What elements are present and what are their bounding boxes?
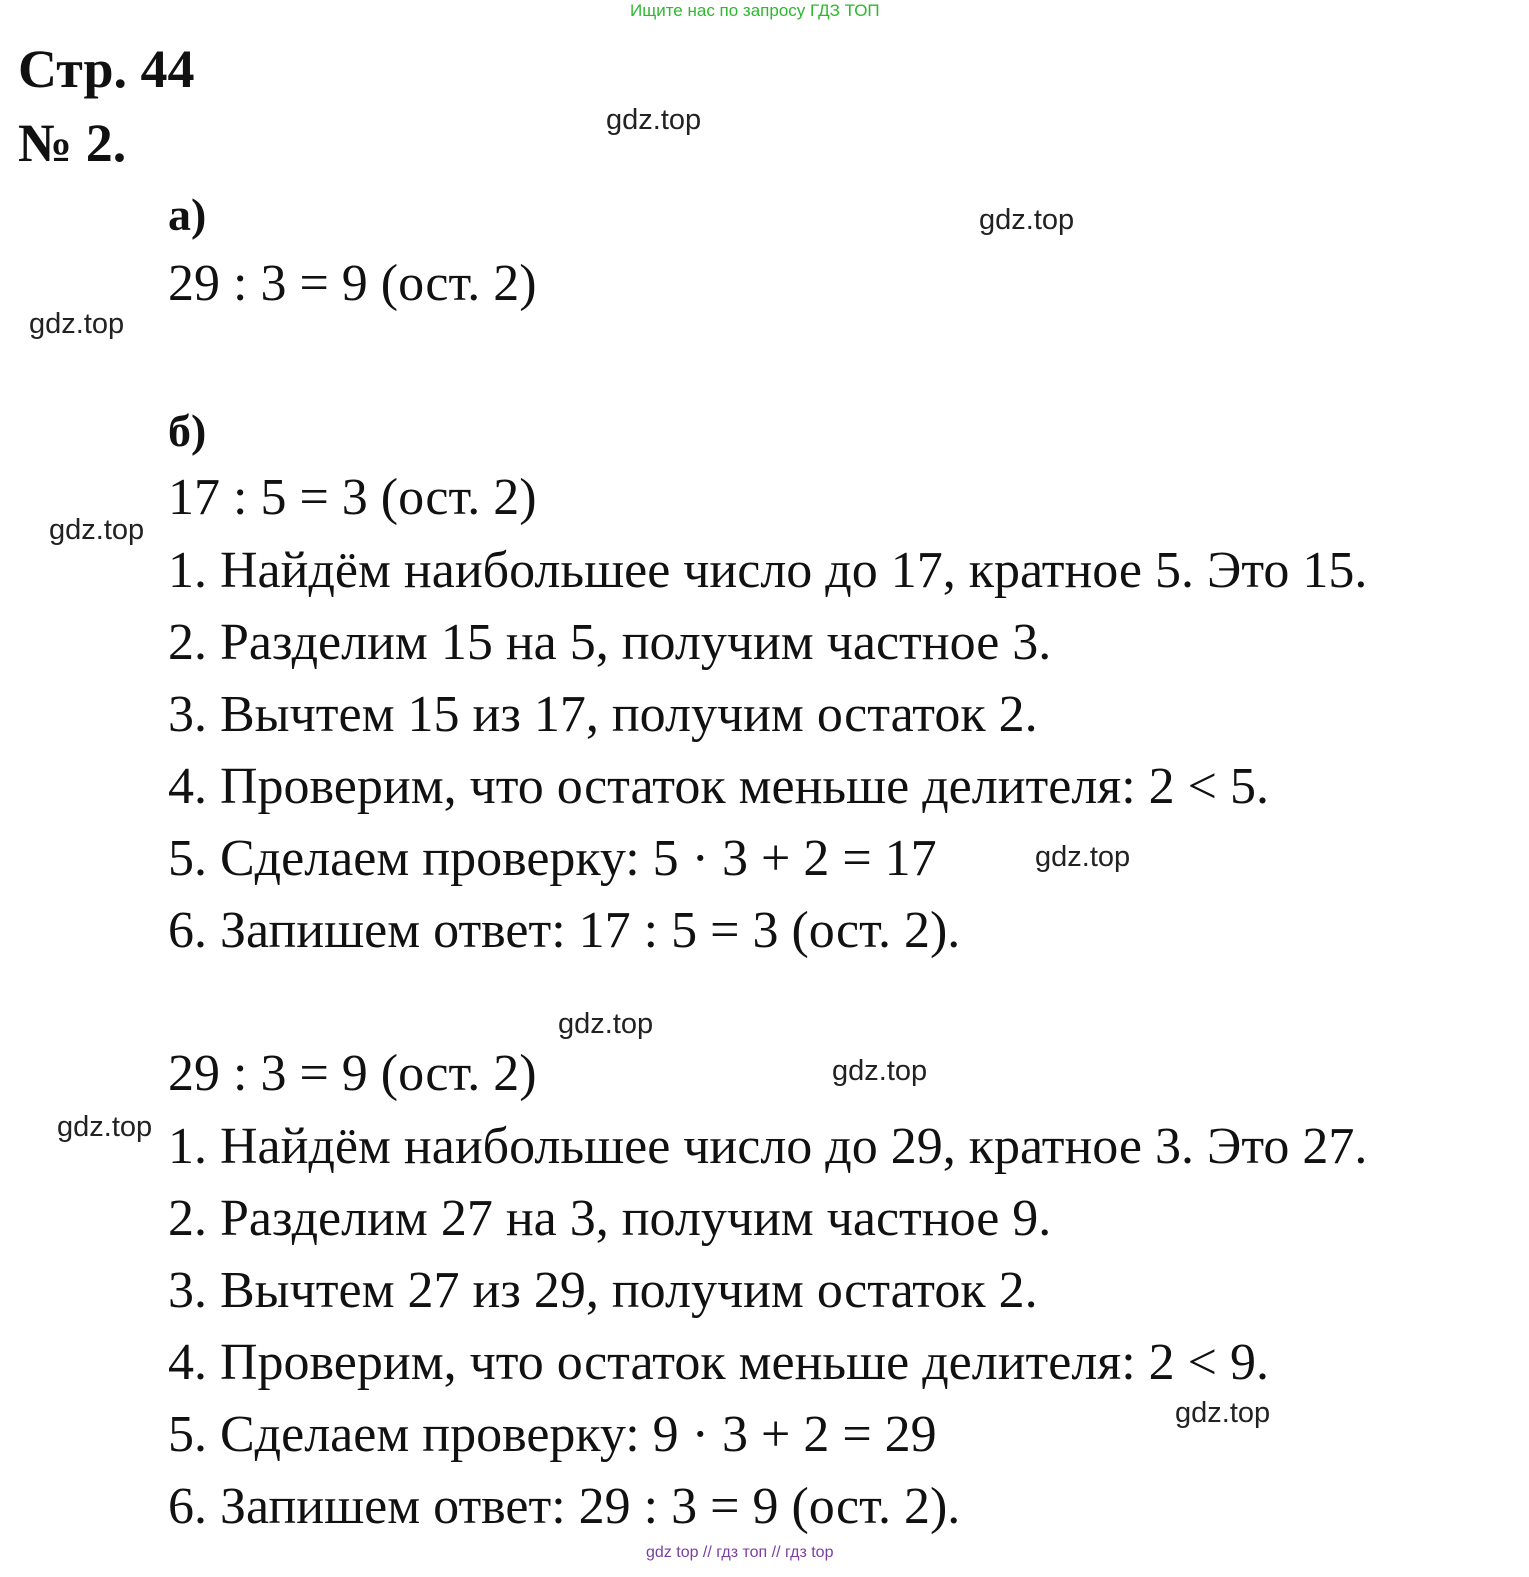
watermark: gdz.top [29, 308, 125, 340]
watermark: gdz.top [1175, 1397, 1271, 1429]
example2-step: 2. Разделим 27 на 3, получим частное 9. [168, 1190, 1052, 1247]
example1-step: 6. Запишем ответ: 17 : 5 = 3 (ост. 2). [168, 902, 961, 959]
watermark: gdz.top [979, 204, 1075, 236]
watermark: gdz.top [558, 1008, 654, 1040]
watermark: gdz.top [832, 1055, 928, 1087]
example1-step: 3. Вычтем 15 из 17, получим остаток 2. [168, 686, 1038, 743]
example2-step: 6. Запишем ответ: 29 : 3 = 9 (ост. 2). [168, 1478, 961, 1535]
example2-step: 4. Проверим, что остаток меньше делителя: 2 < 9. [168, 1334, 1269, 1391]
example2-step: 5. Сделаем проверку: 9 · 3 + 2 = 29 [168, 1406, 937, 1463]
example1-step: 4. Проверим, что остаток меньше делителя: 2 < 5. [168, 758, 1269, 815]
watermark: gdz.top [49, 514, 145, 546]
watermark: gdz.top [57, 1111, 153, 1143]
example1-step: 1. Найдём наибольшее число до 17, кратное 5. Это 15. [168, 542, 1368, 599]
example2-step: 3. Вычтем 27 из 29, получим остаток 2. [168, 1262, 1038, 1319]
watermark: gdz.top [1035, 841, 1131, 873]
watermark: gdz.top [606, 104, 702, 136]
example1-step: 5. Сделаем проверку: 5 · 3 + 2 = 17 [168, 830, 937, 887]
part-b-label: б) [168, 405, 207, 456]
example2-equation: 29 : 3 = 9 (ост. 2) [168, 1045, 537, 1102]
example2-step: 1. Найдём наибольшее число до 29, кратное 3. Это 27. [168, 1118, 1368, 1175]
part-a-equation: 29 : 3 = 9 (ост. 2) [168, 255, 537, 312]
top-banner[interactable]: Ищите нас по запросу ГДЗ ТОП [630, 1, 880, 20]
part-a-label: а) [168, 189, 207, 240]
task-number-heading: № 2. [18, 113, 127, 173]
example1-equation: 17 : 5 = 3 (ост. 2) [168, 469, 537, 526]
footer-links[interactable]: gdz top // гдз топ // гдз top [646, 1544, 834, 1561]
example1-step: 2. Разделим 15 на 5, получим частное 3. [168, 614, 1052, 671]
page-number-heading: Стр. 44 [18, 39, 195, 99]
